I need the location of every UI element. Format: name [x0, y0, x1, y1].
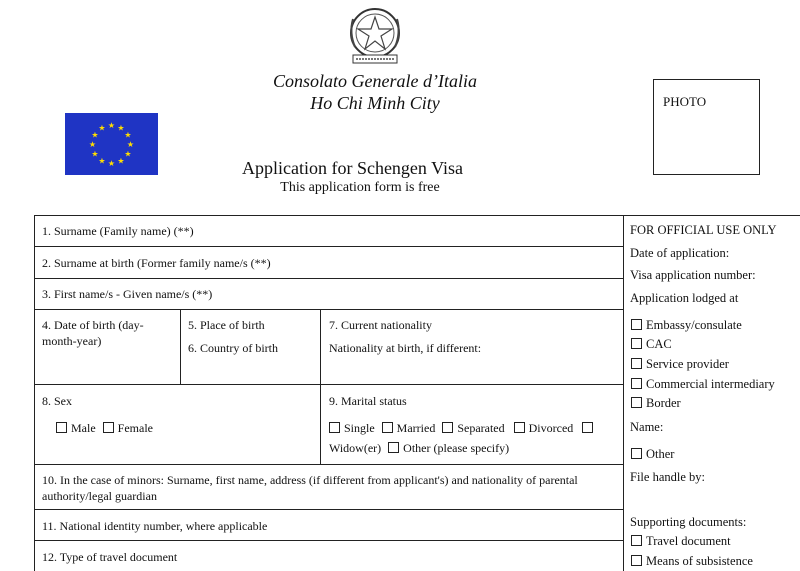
- male-label: Male: [71, 421, 96, 435]
- field-country-of-birth[interactable]: 6. Country of birth: [188, 341, 278, 355]
- svg-text:★: ★: [124, 130, 132, 140]
- official-commercial-option: [631, 377, 775, 392]
- means-checkbox[interactable]: [631, 555, 642, 566]
- travel-doc-label: Travel document: [646, 534, 731, 548]
- female-label: Female: [117, 421, 153, 435]
- single-label: Single: [344, 421, 375, 435]
- field-travel-document-type[interactable]: 12. Type of travel document: [42, 550, 178, 564]
- male-checkbox[interactable]: [56, 422, 67, 433]
- married-checkbox[interactable]: [382, 422, 393, 433]
- row-divider: [34, 540, 623, 541]
- embassy-checkbox[interactable]: [631, 319, 642, 330]
- field-minors-guardian[interactable]: 10. In the case of minors: Surname, first name, address (if different from applicant's) and nationality of parental authority/legal guardian: [42, 473, 578, 503]
- field-sex: 8. Sex: [42, 394, 72, 408]
- official-cac-option: [631, 337, 672, 352]
- cac-label: CAC: [646, 337, 672, 351]
- separated-checkbox[interactable]: [442, 422, 453, 433]
- official-visa-number: Visa application number:: [630, 268, 756, 282]
- official-supporting-docs: Supporting documents:: [630, 515, 747, 529]
- svg-text:★: ★: [91, 149, 99, 159]
- form-subtitle: This application form is free: [280, 180, 440, 195]
- field-surname-at-birth[interactable]: 2. Surname at birth (Former family name/s (**): [42, 256, 271, 270]
- commercial-label: Commercial intermediary: [646, 377, 775, 391]
- official-divider: [623, 215, 624, 571]
- official-means-option: [631, 554, 753, 569]
- official-service-provider-option: [631, 357, 729, 372]
- row-divider: [34, 246, 623, 247]
- svg-text:★: ★: [88, 140, 97, 149]
- single-checkbox[interactable]: [329, 422, 340, 433]
- consulate-header: [200, 70, 550, 114]
- means-label: Means of subsistence: [646, 554, 753, 568]
- official-lodged-at: Application lodged at: [630, 291, 739, 305]
- official-heading: FOR OFFICIAL USE ONLY: [630, 223, 777, 237]
- row-divider: [34, 384, 623, 385]
- col-divider: [180, 309, 181, 384]
- field-date-of-birth[interactable]: 4. Date of birth (day-month-year): [42, 318, 144, 348]
- svg-text:★: ★: [107, 159, 116, 168]
- table-top-border: [34, 215, 800, 216]
- official-embassy-option: [631, 318, 742, 333]
- other-status-checkbox[interactable]: [388, 442, 399, 453]
- field-nationality-at-birth[interactable]: Nationality at birth, if different:: [329, 341, 482, 355]
- marital-options-row2: [329, 440, 509, 456]
- svg-text:★: ★: [126, 140, 135, 149]
- row-divider: [34, 464, 623, 465]
- svg-text:★: ★: [91, 130, 99, 140]
- svg-text:★: ★: [98, 156, 106, 166]
- border-checkbox[interactable]: [631, 397, 642, 408]
- other-status-label: Other (please specify): [403, 441, 510, 455]
- photo-label: PHOTO: [663, 94, 707, 109]
- divorced-label: Divorced: [528, 421, 574, 435]
- official-date-of-application: Date of application:: [630, 246, 730, 260]
- widow-label: Widow(er): [329, 441, 382, 455]
- photo-box: [653, 79, 760, 175]
- official-other-checkbox[interactable]: [631, 448, 642, 459]
- field-first-names[interactable]: 3. First name/s - Given name/s (**): [42, 287, 213, 301]
- service-provider-label: Service provider: [646, 357, 729, 371]
- svg-text:★: ★: [124, 149, 132, 159]
- svg-text:★: ★: [117, 156, 125, 166]
- svg-text:★: ★: [98, 123, 106, 133]
- field-place-of-birth[interactable]: 5. Place of birth: [188, 318, 265, 332]
- official-travel-doc-option: [631, 534, 731, 549]
- row-divider: [34, 309, 623, 310]
- svg-text:★: ★: [107, 121, 116, 130]
- official-other-option: [631, 447, 674, 462]
- travel-doc-checkbox[interactable]: [631, 535, 642, 546]
- field-national-id[interactable]: 11. National identity number, where applicable: [42, 519, 268, 533]
- field-current-nationality[interactable]: 7. Current nationality: [329, 318, 432, 332]
- italian-emblem: [345, 5, 405, 65]
- consulate-name: Consolato Generale d’Italia: [273, 71, 477, 91]
- border-label: Border: [646, 396, 681, 410]
- table-left-border: [34, 215, 35, 571]
- service-provider-checkbox[interactable]: [631, 358, 642, 369]
- separated-label: Separated: [457, 421, 505, 435]
- official-border-option: [631, 396, 681, 411]
- consulate-city: Ho Chi Minh City: [310, 93, 440, 113]
- sex-options: [56, 420, 153, 436]
- cac-checkbox[interactable]: [631, 338, 642, 349]
- field-marital-status: 9. Marital status: [329, 394, 407, 408]
- official-other-label: Other: [646, 447, 675, 461]
- commercial-checkbox[interactable]: [631, 378, 642, 389]
- female-checkbox[interactable]: [103, 422, 114, 433]
- form-title: Application for Schengen Visa: [241, 158, 464, 178]
- marital-options-row1: [329, 420, 597, 436]
- eu-flag: [65, 113, 158, 175]
- field-surname[interactable]: 1. Surname (Family name) (**): [42, 224, 194, 238]
- official-file-handle: File handle by:: [630, 470, 705, 484]
- divorced-checkbox[interactable]: [514, 422, 525, 433]
- svg-text:★: ★: [117, 123, 125, 133]
- embassy-label: Embassy/consulate: [646, 318, 742, 332]
- row-divider: [34, 509, 623, 510]
- col-divider: [320, 309, 321, 464]
- row-divider: [34, 278, 623, 279]
- official-name: Name:: [630, 420, 664, 434]
- married-label: Married: [396, 421, 436, 435]
- divorced-extra-checkbox[interactable]: [582, 422, 593, 433]
